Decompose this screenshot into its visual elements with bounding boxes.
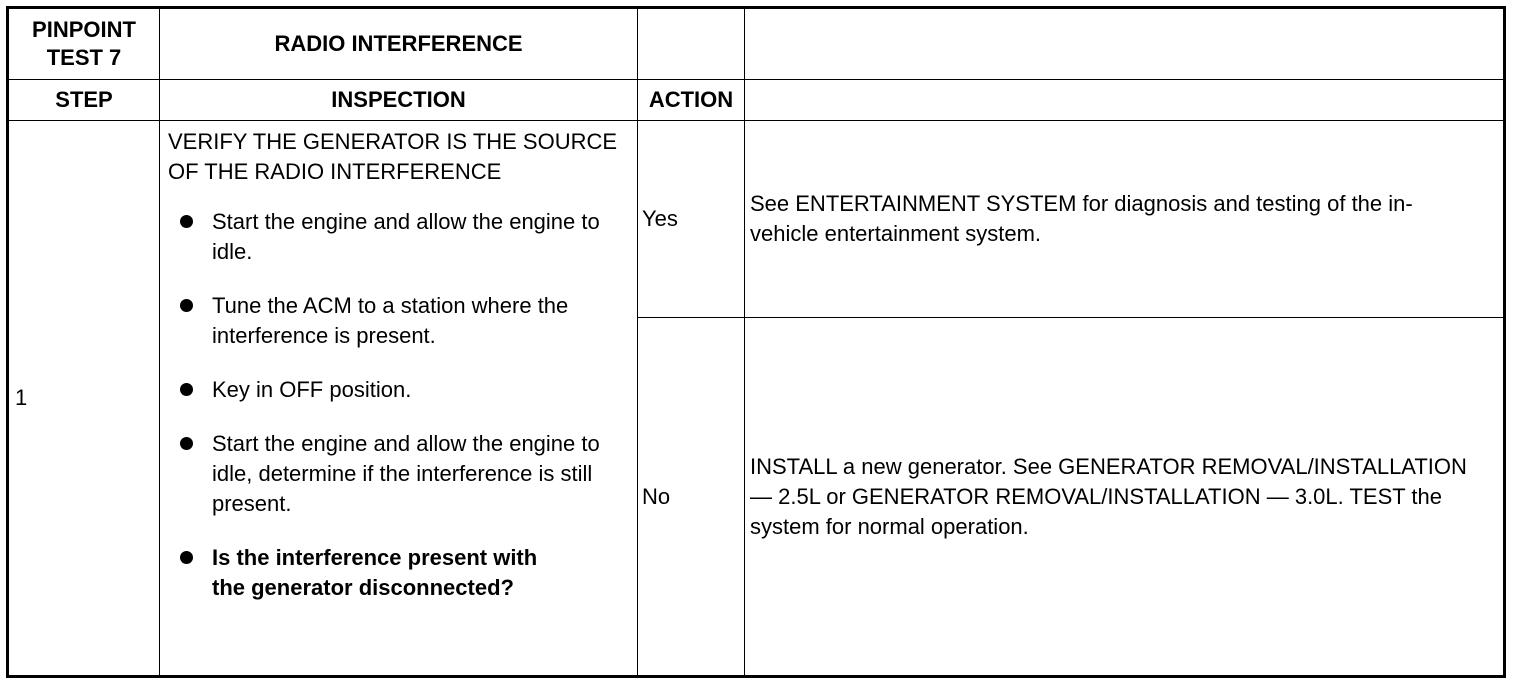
step-number: 1 xyxy=(8,121,160,677)
empty-header-cell xyxy=(745,8,1505,80)
list-item xyxy=(212,543,629,603)
action-answer-no: No xyxy=(638,318,745,677)
bullet-icon xyxy=(180,299,193,312)
table-title-row xyxy=(8,8,1505,80)
test-id-cell xyxy=(8,8,160,80)
empty-header-cell xyxy=(638,8,745,80)
bullet-icon xyxy=(180,551,193,564)
column-header-row xyxy=(8,80,1505,121)
test-title-cell xyxy=(160,8,638,80)
bullet-text: Key in OFF position. xyxy=(212,377,412,402)
list-item xyxy=(212,291,629,351)
pinpoint-test-table xyxy=(6,6,1506,678)
column-header-action: ACTION xyxy=(638,80,745,121)
bullet-text: Start the engine and allow the engine to idle. xyxy=(212,209,600,264)
column-header-step: STEP xyxy=(8,80,160,121)
action-result-yes: See ENTERTAINMENT SYSTEM for diagnosis and testing of the in-vehicle entertainment system. xyxy=(745,121,1505,318)
bullet-icon xyxy=(180,437,193,450)
empty-header-cell xyxy=(745,80,1505,121)
column-header-inspection: INSPECTION xyxy=(160,80,638,121)
list-item xyxy=(212,207,629,267)
list-item xyxy=(212,375,629,405)
inspection-steps-list xyxy=(168,207,629,603)
bullet-text: Tune the ACM to a station where the interference is present. xyxy=(212,293,569,348)
bullet-icon xyxy=(180,215,193,228)
action-result-no: INSTALL a new generator. See GENERATOR REMOVAL/INSTALLATION — 2.5L or GENERATOR REMOVAL/INSTALLATION — 3.0L. TEST the system for normal operation. xyxy=(745,318,1505,677)
test-title: RADIO INTERFERENCE xyxy=(274,31,523,56)
inspection-cell xyxy=(160,121,638,677)
list-item xyxy=(212,429,629,519)
bullet-icon xyxy=(180,383,193,396)
test-id: PINPOINT TEST 7 xyxy=(32,16,136,70)
inspection-title: VERIFY THE GENERATOR IS THE SOURCE OF THE RADIO INTERFERENCE xyxy=(168,129,618,184)
bullet-text: Start the engine and allow the engine to idle, determine if the interference is still present. xyxy=(212,431,600,516)
bullet-question: Is the interference present with the generator disconnected? xyxy=(212,545,538,600)
action-answer-yes: Yes xyxy=(638,121,745,318)
step-row-yes xyxy=(8,121,1505,318)
